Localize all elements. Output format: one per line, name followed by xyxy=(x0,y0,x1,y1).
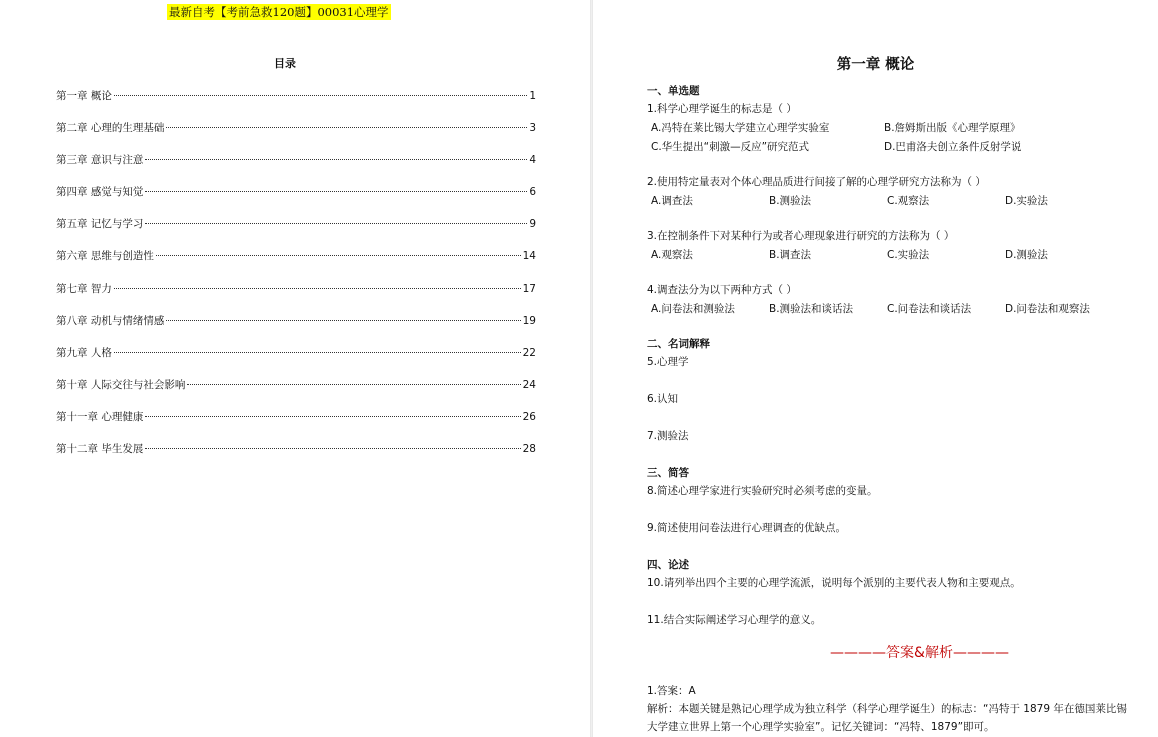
short-answer-question: 9.简述使用问卷法进行心理调查的优缺点。 xyxy=(647,522,847,534)
option: C.问卷法和谈话法 xyxy=(887,303,972,315)
toc-leader-dots xyxy=(145,223,527,224)
answer-divider: ————答案&解析———— xyxy=(830,645,1009,661)
toc-entry[interactable] xyxy=(56,184,536,216)
toc-entry-page: 14 xyxy=(522,250,536,263)
toc-entry-page: 6 xyxy=(529,186,536,199)
toc-entry-page: 24 xyxy=(522,378,536,391)
toc-entry-label: 第十二章 毕生发展 xyxy=(56,443,144,456)
option-row xyxy=(647,138,1152,157)
toc-leader-dots xyxy=(145,191,527,192)
toc-entry-label: 第四章 感觉与知觉 xyxy=(56,186,144,199)
explanation-line: 解析：本题关键是熟记心理学成为独立科学（科学心理学诞生）的标志：“冯特于 1879 年在德国莱比锡 xyxy=(647,703,1127,715)
header-banner: 最新自考【考前急救120题】00031心理学 xyxy=(169,5,389,19)
toc-leader-dots xyxy=(166,320,520,321)
option: B.测验法和谈话法 xyxy=(769,303,854,315)
toc-entry[interactable] xyxy=(56,152,536,184)
term-question: 5.心理学 xyxy=(647,356,689,368)
toc-entry[interactable] xyxy=(56,409,536,441)
section-heading-short-answer: 三、简答 xyxy=(647,467,689,479)
essay-question: 11.结合实际阐述学习心理学的意义。 xyxy=(647,614,822,626)
toc-entry-label: 第五章 记忆与学习 xyxy=(56,218,144,231)
chapter-title: 第一章 概论 xyxy=(836,57,915,73)
section-heading-essay: 四、论述 xyxy=(647,559,689,571)
toc-entry-label: 第十章 人际交往与社会影响 xyxy=(56,378,186,391)
option: D.巴甫洛夫创立条件反射学说 xyxy=(884,141,1022,153)
option-row xyxy=(647,300,1152,319)
option: B.调查法 xyxy=(769,249,812,261)
section-heading-terms: 二、名词解释 xyxy=(647,338,710,350)
essay-question: 10.请列举出四个主要的心理学流派，说明每个派别的主要代表人物和主要观点。 xyxy=(647,577,1021,589)
toc-leader-dots xyxy=(114,352,521,353)
toc-entry-label: 第九章 人格 xyxy=(56,346,112,359)
short-answer-question: 8.简述心理学家进行实验研究时必须考虑的变量。 xyxy=(647,485,878,497)
option-row xyxy=(647,119,1152,138)
option: A.冯特在莱比锡大学建立心理学实验室 xyxy=(651,122,830,134)
option: C.实验法 xyxy=(887,249,930,261)
explanation-line: 大学建立世界上第一个心理学实验室”。记忆关键词：“冯特、1879”即可。 xyxy=(647,721,995,733)
toc-list xyxy=(56,88,536,473)
toc-leader-dots xyxy=(145,159,527,160)
term-question: 7.测验法 xyxy=(647,430,689,442)
toc-entry-page: 4 xyxy=(529,154,536,167)
option-row xyxy=(647,246,1152,265)
toc-leader-dots xyxy=(145,448,520,449)
chapter-content xyxy=(647,82,1152,736)
toc-leader-dots xyxy=(156,255,521,256)
question: 4.调查法分为以下两种方式（ ） xyxy=(647,284,797,296)
option: A.问卷法和测验法 xyxy=(651,303,735,315)
toc-entry[interactable] xyxy=(56,441,536,473)
toc-entry[interactable] xyxy=(56,377,536,409)
toc-leader-dots xyxy=(114,288,521,289)
toc-entry-label: 第一章 概论 xyxy=(56,90,112,102)
toc-entry-label: 第六章 思维与创造性 xyxy=(56,250,154,263)
toc-entry[interactable] xyxy=(56,313,536,345)
toc-entry-page: 9 xyxy=(529,218,536,231)
toc-entry-page: 28 xyxy=(522,443,536,456)
toc-entry[interactable] xyxy=(56,120,536,152)
toc-entry-page: 17 xyxy=(522,282,536,295)
toc-entry-page: 3 xyxy=(529,122,536,135)
toc-entry[interactable] xyxy=(56,345,536,377)
toc-entry-label: 第二章 心理的生理基础 xyxy=(56,122,165,135)
term-question: 6.认知 xyxy=(647,393,679,405)
toc-leader-dots xyxy=(166,127,527,128)
toc-entry-page: 22 xyxy=(522,346,536,359)
toc-entry-page: 1 xyxy=(529,90,536,102)
toc-leader-dots xyxy=(187,384,520,385)
option: A.调查法 xyxy=(651,195,693,207)
section-heading-single-choice: 一、单选题 xyxy=(647,85,700,97)
toc-entry-label: 第三章 意识与注意 xyxy=(56,154,144,167)
option: D.测验法 xyxy=(1005,249,1048,261)
option-row xyxy=(647,192,1152,211)
option: A.观察法 xyxy=(651,249,693,261)
option: C.观察法 xyxy=(887,195,930,207)
chapter-page xyxy=(593,0,1158,737)
toc-entry-label: 第十一章 心理健康 xyxy=(56,410,144,423)
toc-entry-page: 26 xyxy=(522,410,536,423)
option: D.问卷法和观察法 xyxy=(1005,303,1090,315)
question: 3.在控制条件下对某种行为或者心理现象进行研究的方法称为（ ） xyxy=(647,230,955,242)
toc-entry-page: 19 xyxy=(522,314,536,327)
toc-entry[interactable] xyxy=(56,248,536,280)
toc-entry-label: 第八章 动机与情绪情感 xyxy=(56,314,165,327)
answer-line: 1.答案：A xyxy=(647,685,696,697)
question: 2.使用特定量表对个体心理品质进行间接了解的心理学研究方法称为（ ） xyxy=(647,176,986,188)
toc-title: 目录 xyxy=(274,57,296,70)
option: C.华生提出“刺激—反应”研究范式 xyxy=(651,141,810,153)
toc-entry[interactable] xyxy=(56,216,536,248)
toc-leader-dots xyxy=(114,95,527,96)
option: D.实验法 xyxy=(1005,195,1048,207)
toc-entry-label: 第七章 智力 xyxy=(56,282,112,295)
toc-entry[interactable] xyxy=(56,88,536,120)
toc-leader-dots xyxy=(145,416,520,417)
question: 1.科学心理学诞生的标志是（ ） xyxy=(647,103,797,115)
option: B.詹姆斯出版《心理学原理》 xyxy=(884,122,1021,134)
option: B.测验法 xyxy=(769,195,812,207)
toc-entry[interactable] xyxy=(56,281,536,313)
